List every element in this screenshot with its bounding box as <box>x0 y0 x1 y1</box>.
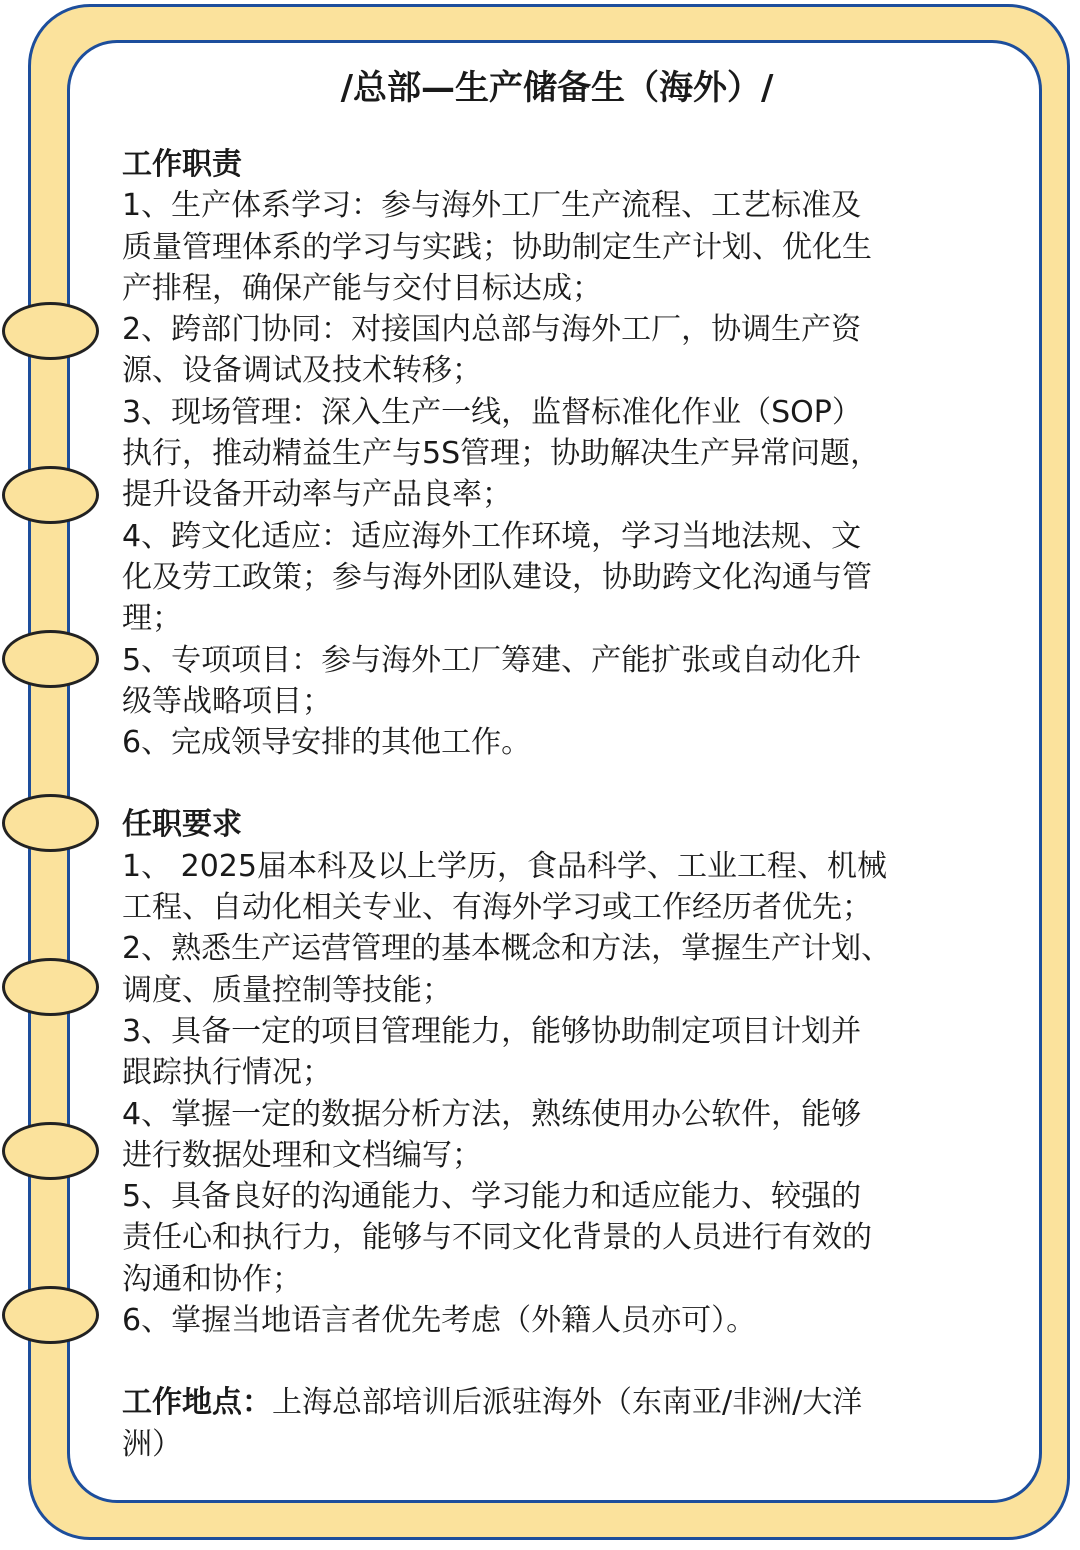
page-title: /总部—生产储备生（海外）/ <box>340 68 774 108</box>
duty-line: 质量管理体系的学习与实践；协助制定生产计划、优化生 <box>122 229 872 265</box>
requirement-line: 5、具备良好的沟通能力、学习能力和适应能力、较强的 <box>122 1179 862 1215</box>
requirement-line: 进行数据处理和文档编写； <box>122 1137 482 1173</box>
duty-line: 1、生产体系学习：参与海外工厂生产流程、工艺标准及 <box>122 188 862 224</box>
binder-ring <box>2 1122 99 1180</box>
requirement-line: 沟通和协作； <box>122 1261 302 1297</box>
requirement-line: 3、具备一定的项目管理能力，能够协助制定项目计划并 <box>122 1013 862 1049</box>
duty-line: 理； <box>122 601 182 637</box>
duty-line: 化及劳工政策；参与海外团队建设，协助跨文化沟通与管 <box>122 559 872 595</box>
duty-line: 3、现场管理：深入生产一线，监督标准化作业（SOP） <box>122 394 862 430</box>
duty-line: 2、跨部门协同：对接国内总部与海外工厂，协调生产资 <box>122 312 862 348</box>
binder-ring <box>2 958 99 1016</box>
duties-heading: 工作职责 <box>122 147 242 182</box>
work-location-value: 上海总部培训后派驻海外（东南亚/非洲/大洋 <box>272 1385 863 1421</box>
requirement-line: 1、 2025届本科及以上学历，食品科学、工业工程、机械 <box>122 848 887 884</box>
section-spacer <box>122 763 1012 804</box>
duty-line: 源、设备调试及技术转移； <box>122 353 482 389</box>
duty-line: 级等战略项目； <box>122 683 332 719</box>
work-location-label: 工作地点： <box>122 1385 272 1421</box>
work-location <box>122 1382 1012 1423</box>
binder-ring <box>2 302 99 360</box>
work-location-value-cont: 洲） <box>122 1426 182 1462</box>
requirement-line: 调度、质量控制等技能； <box>122 972 452 1008</box>
requirements-heading: 任职要求 <box>122 807 242 843</box>
duty-line: 执行，推动精益生产与5S管理；协助解决生产异常问题， <box>122 436 881 472</box>
binder-ring <box>2 630 99 688</box>
duty-line: 6、完成领导安排的其他工作。 <box>122 725 532 761</box>
binder-ring <box>2 1286 99 1344</box>
requirement-line: 工程、自动化相关专业、有海外学习或工作经历者优先； <box>122 890 872 926</box>
requirement-line: 4、掌握一定的数据分析方法，熟练使用办公软件，能够 <box>122 1096 862 1132</box>
job-description <box>122 58 1012 1465</box>
requirement-line: 6、掌握当地语言者优先考虑（外籍人员亦可）。 <box>122 1303 757 1339</box>
requirement-line: 跟踪执行情况； <box>122 1055 332 1091</box>
section-spacer <box>122 1341 1012 1382</box>
requirement-line: 责任心和执行力，能够与不同文化背景的人员进行有效的 <box>122 1220 872 1256</box>
duty-line: 提升设备开动率与产品良率； <box>122 477 512 513</box>
duty-line: 产排程，确保产能与交付目标达成； <box>122 270 602 306</box>
requirement-line: 2、熟悉生产运营管理的基本概念和方法，掌握生产计划、 <box>122 931 892 967</box>
binder-ring <box>2 794 99 852</box>
duty-line: 4、跨文化适应：适应海外工作环境，学习当地法规、文 <box>122 518 862 554</box>
duty-line: 5、专项项目：参与海外工厂筹建、产能扩张或自动化升 <box>122 642 862 678</box>
binder-ring <box>2 466 99 524</box>
